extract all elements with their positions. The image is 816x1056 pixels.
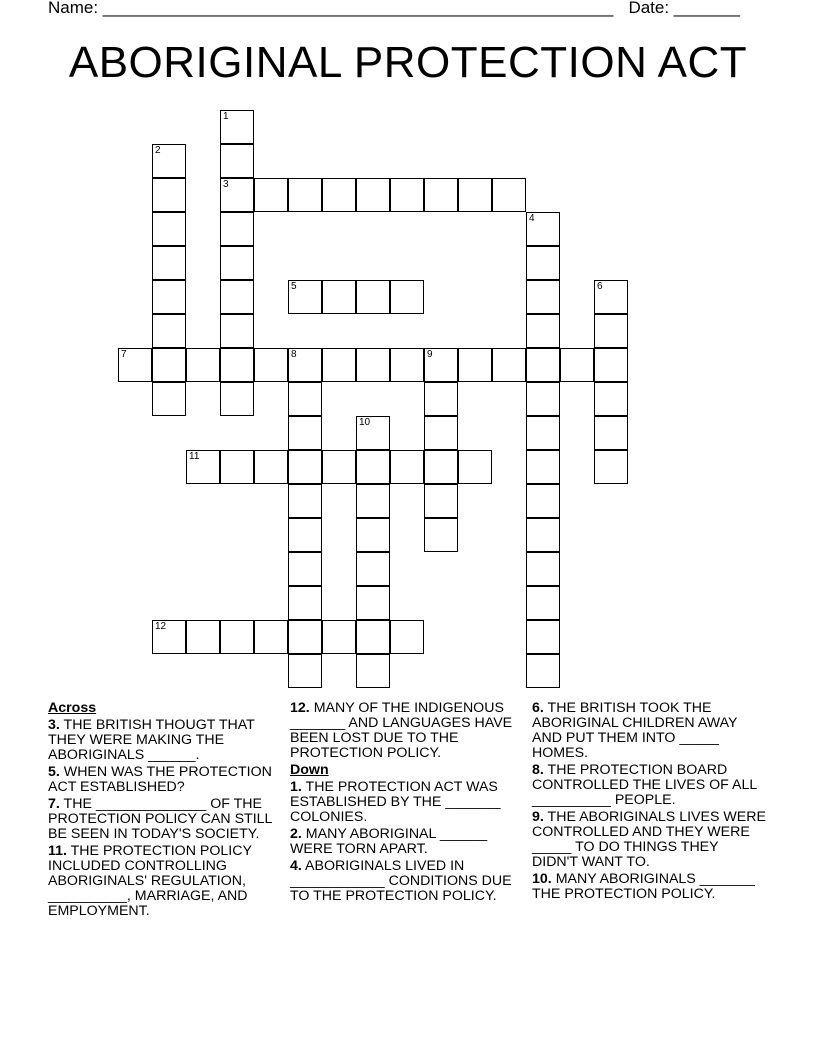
crossword-cell[interactable] bbox=[356, 178, 390, 212]
cell-number: 7 bbox=[121, 349, 127, 360]
crossword-cell[interactable] bbox=[526, 314, 560, 348]
date-field[interactable]: Date: _______ bbox=[628, 0, 740, 17]
crossword-cell[interactable] bbox=[492, 178, 526, 212]
crossword-cell[interactable] bbox=[152, 212, 186, 246]
clue-text: THE ABORIGINALS LIVES WERE CONTROLLED AND THEY WERE _____ TO DO THINGS THEY DIDN'T WANT TO. bbox=[532, 809, 766, 870]
crossword-cell[interactable] bbox=[322, 450, 356, 484]
clue-across-11 bbox=[48, 844, 280, 919]
crossword-cell[interactable] bbox=[526, 382, 560, 416]
clue-down-6 bbox=[532, 701, 768, 761]
clue-down-2 bbox=[290, 827, 522, 857]
crossword-cell[interactable] bbox=[356, 348, 390, 382]
crossword-cell[interactable] bbox=[458, 450, 492, 484]
cell-number: 11 bbox=[189, 451, 200, 462]
crossword-cell[interactable] bbox=[424, 178, 458, 212]
crossword-cell[interactable] bbox=[356, 654, 390, 688]
across-heading: Across bbox=[48, 700, 97, 716]
crossword-cell[interactable] bbox=[424, 450, 458, 484]
crossword-cell[interactable] bbox=[594, 314, 628, 348]
clue-text: THE PROTECTION BOARD CONTROLLED THE LIVES OF ALL __________ PEOPLE. bbox=[532, 762, 757, 808]
crossword-cell[interactable] bbox=[220, 314, 254, 348]
cell-number: 4 bbox=[529, 213, 535, 224]
crossword-cell[interactable] bbox=[424, 416, 458, 450]
crossword-cell[interactable] bbox=[152, 620, 186, 654]
crossword-cell[interactable] bbox=[356, 518, 390, 552]
crossword-cell[interactable] bbox=[526, 416, 560, 450]
clue-down-10 bbox=[532, 872, 768, 902]
cell-number: 12 bbox=[155, 621, 167, 632]
crossword-cell[interactable] bbox=[288, 518, 322, 552]
crossword-cell[interactable] bbox=[560, 348, 594, 382]
clue-down-1 bbox=[290, 780, 522, 825]
clue-down-8 bbox=[532, 763, 768, 808]
crossword-cell[interactable] bbox=[220, 348, 254, 382]
crossword-cell[interactable] bbox=[288, 586, 322, 620]
clues-column-3 bbox=[532, 701, 768, 904]
crossword-cell[interactable] bbox=[288, 416, 322, 450]
clue-number: 2. bbox=[290, 826, 302, 842]
clues-column-1 bbox=[48, 701, 280, 921]
crossword-cell[interactable] bbox=[288, 654, 322, 688]
crossword-cell[interactable] bbox=[152, 348, 186, 382]
crossword-cell[interactable] bbox=[254, 620, 288, 654]
crossword-cell[interactable] bbox=[254, 348, 288, 382]
crossword-cell[interactable] bbox=[220, 178, 254, 212]
crossword-cell[interactable] bbox=[390, 178, 424, 212]
cell-number: 9 bbox=[427, 349, 433, 360]
crossword-cell[interactable] bbox=[152, 178, 186, 212]
clue-number: 6. bbox=[532, 700, 544, 716]
clue-across-7 bbox=[48, 797, 280, 842]
clue-text: THE BRITISH THOUGT THAT THEY WERE MAKING THE ABORIGINALS ______. bbox=[48, 717, 255, 763]
crossword-cell[interactable] bbox=[254, 178, 288, 212]
clue-across-3 bbox=[48, 718, 280, 763]
cell-number: 5 bbox=[291, 281, 297, 292]
clue-text: MANY OF THE INDIGENOUS _______ AND LANGUAGES HAVE BEEN LOST DUE TO THE PROTECTION POLICY. bbox=[290, 700, 513, 761]
cell-number: 1 bbox=[223, 111, 229, 122]
cell-number: 10 bbox=[359, 417, 371, 428]
crossword-cell[interactable] bbox=[322, 178, 356, 212]
crossword-cell[interactable] bbox=[152, 246, 186, 280]
cell-number: 8 bbox=[291, 349, 297, 360]
page-title: ABORIGINAL PROTECTION ACT bbox=[68, 38, 748, 87]
crossword-cell[interactable] bbox=[220, 382, 254, 416]
down-heading: Down bbox=[290, 762, 329, 778]
clue-across-12 bbox=[290, 701, 522, 761]
cell-number: 3 bbox=[223, 179, 229, 190]
crossword-cell[interactable] bbox=[390, 348, 424, 382]
crossword-cell[interactable] bbox=[526, 484, 560, 518]
crossword-cell[interactable] bbox=[288, 484, 322, 518]
crossword-cell[interactable] bbox=[356, 280, 390, 314]
clue-text: MANY ABORIGINAL ______ WERE TORN APART. bbox=[290, 826, 488, 857]
clue-number: 8. bbox=[532, 762, 544, 778]
crossword-cell[interactable] bbox=[152, 280, 186, 314]
crossword-cell[interactable] bbox=[220, 144, 254, 178]
crossword-cell[interactable] bbox=[356, 620, 390, 654]
clue-text: THE ______________ OF THE PROTECTION POLICY CAN STILL BE SEEN IN TODAY'S SOCIETY. bbox=[48, 796, 272, 842]
crossword-cell[interactable] bbox=[458, 348, 492, 382]
crossword-cell[interactable] bbox=[220, 280, 254, 314]
clue-text: THE BRITISH TOOK THE ABORIGINAL CHILDREN AWAY AND PUT THEM INTO _____ HOMES. bbox=[532, 700, 738, 761]
crossword-cell[interactable] bbox=[492, 348, 526, 382]
crossword-cell[interactable] bbox=[390, 450, 424, 484]
crossword-cell[interactable] bbox=[322, 280, 356, 314]
crossword-cell[interactable] bbox=[594, 348, 628, 382]
crossword-cell[interactable] bbox=[152, 144, 186, 178]
crossword-cell[interactable] bbox=[186, 348, 220, 382]
crossword-cell[interactable] bbox=[526, 246, 560, 280]
crossword-cell[interactable] bbox=[186, 620, 220, 654]
crossword-cell[interactable] bbox=[288, 348, 322, 382]
clue-number: 1. bbox=[290, 779, 302, 795]
crossword-cell[interactable] bbox=[322, 348, 356, 382]
crossword-cell[interactable] bbox=[458, 178, 492, 212]
crossword-cell[interactable] bbox=[526, 586, 560, 620]
crossword-cell[interactable] bbox=[254, 450, 288, 484]
cell-number: 2 bbox=[155, 145, 161, 156]
crossword-cell[interactable] bbox=[288, 178, 322, 212]
crossword-cell[interactable] bbox=[118, 348, 152, 382]
clue-across-5 bbox=[48, 765, 280, 795]
clue-text: ABORIGINALS LIVED IN ____________ CONDITIONS DUE TO THE PROTECTION POLICY. bbox=[290, 858, 512, 904]
clue-number: 10. bbox=[532, 871, 552, 887]
clue-number: 9. bbox=[532, 809, 544, 825]
clue-text: MANY ABORIGINALS _______ THE PROTECTION POLICY. bbox=[532, 871, 755, 902]
crossword-cell[interactable] bbox=[186, 450, 220, 484]
clue-number: 3. bbox=[48, 717, 60, 733]
crossword-cell[interactable] bbox=[424, 518, 458, 552]
crossword-cell[interactable] bbox=[356, 450, 390, 484]
crossword-cell[interactable] bbox=[356, 416, 390, 450]
clue-number: 7. bbox=[48, 796, 60, 812]
crossword-cell[interactable] bbox=[220, 450, 254, 484]
crossword-cell[interactable] bbox=[288, 280, 322, 314]
crossword-cell[interactable] bbox=[220, 620, 254, 654]
cell-number: 6 bbox=[597, 281, 603, 292]
crossword-cell[interactable] bbox=[220, 246, 254, 280]
clue-down-9 bbox=[532, 810, 768, 870]
crossword-cell[interactable] bbox=[594, 450, 628, 484]
clue-number: 12. bbox=[290, 700, 310, 716]
crossword-cell[interactable] bbox=[526, 348, 560, 382]
crossword-cell[interactable] bbox=[152, 382, 186, 416]
crossword-cell[interactable] bbox=[424, 382, 458, 416]
crossword-cell[interactable] bbox=[356, 586, 390, 620]
crossword-cell[interactable] bbox=[526, 518, 560, 552]
crossword-cell[interactable] bbox=[288, 552, 322, 586]
crossword-cell[interactable] bbox=[152, 314, 186, 348]
crossword-cell[interactable] bbox=[594, 382, 628, 416]
crossword-cell[interactable] bbox=[526, 620, 560, 654]
crossword-cell[interactable] bbox=[526, 552, 560, 586]
clue-number: 11. bbox=[48, 843, 67, 859]
crossword-cell[interactable] bbox=[594, 416, 628, 450]
crossword-cell[interactable] bbox=[356, 484, 390, 518]
clue-text: THE PROTECTION ACT WAS ESTABLISHED BY THE _______ COLONIES. bbox=[290, 779, 501, 825]
crossword-cell[interactable] bbox=[288, 382, 322, 416]
clue-number: 4. bbox=[290, 858, 302, 874]
crossword-cell[interactable] bbox=[594, 280, 628, 314]
clue-text: WHEN WAS THE PROTECTION ACT ESTABLISHED? bbox=[48, 764, 272, 795]
crossword-cell[interactable] bbox=[424, 348, 458, 382]
name-field[interactable]: Name: ______________________________________________________ bbox=[48, 0, 614, 17]
crossword-cell[interactable] bbox=[220, 212, 254, 246]
crossword-cell[interactable] bbox=[288, 620, 322, 654]
crossword-cell[interactable] bbox=[220, 110, 254, 144]
clue-text: THE PROTECTION POLICY INCLUDED CONTROLLING ABORIGINALS' REGULATION, __________, MARRIAGE, AND EMPLOYMENT. bbox=[48, 843, 252, 919]
clues-column-2 bbox=[290, 701, 522, 906]
clue-number: 5. bbox=[48, 764, 60, 780]
crossword-cell[interactable] bbox=[356, 552, 390, 586]
crossword-cell[interactable] bbox=[526, 212, 560, 246]
crossword-cell[interactable] bbox=[526, 450, 560, 484]
clue-down-4 bbox=[290, 859, 522, 904]
crossword-cell[interactable] bbox=[526, 280, 560, 314]
crossword-cell[interactable] bbox=[322, 620, 356, 654]
crossword-cell[interactable] bbox=[526, 654, 560, 688]
crossword-cell[interactable] bbox=[390, 620, 424, 654]
crossword-cell[interactable] bbox=[288, 450, 322, 484]
crossword-cell[interactable] bbox=[390, 280, 424, 314]
crossword-cell[interactable] bbox=[424, 484, 458, 518]
